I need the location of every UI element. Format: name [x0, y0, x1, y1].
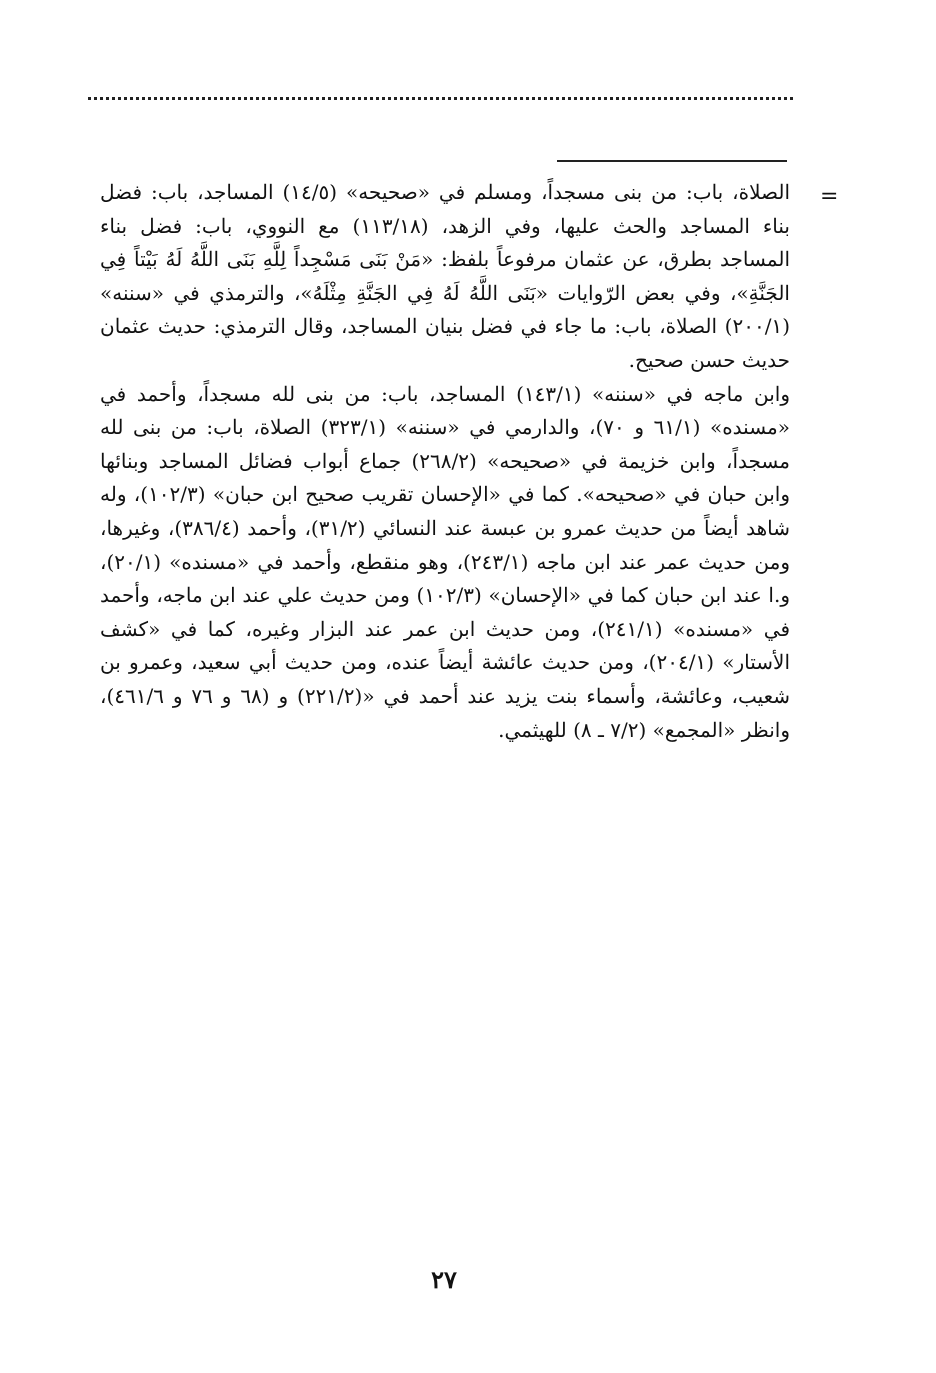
footnote-continuation-mark: = [820, 184, 839, 209]
footnote-separator-rule [557, 160, 787, 162]
footnote-paragraph-2: وابن ماجه في «سننه» (١٤٣/١) المساجد، باب: من بنى لله مسجداً، وأحمد في «مسنده» (٦١/١ و ٧٠)، والدارمي في «سننه» (٣٢٣/١) الصلاة، باب: من بنى لله مسجداً، وابن خزيمة في «صحيحه» (٢٦٨/٢) جماع أبواب فضائل المساجد وبنائها وابن حبان في «صحيحه». كما في «الإحسان تقريب صحيح ابن حبان» (١٠٢/٣)، وله شاهد أيضاً من حديث عمرو بن عبسة عند النسائي (٣١/٢)، وأحمد (٣٨٦/٤)، وغيرها، ومن حديث عمر عند ابن ماجه (٢٤٣/١)، وهو منقطع، وأحمد في «مسنده» (٢٠/١)، و.ا عند ابن حبان كما في «الإحسان» (١٠٢/٣) ومن حديث علي عند ابن ماجه، وأحمد في «مسنده» (٢٤١/١)، ومن حديث ابن عمر عند البزار وغيره، كما في «كشف الأستار» (٢٠٤/١)، ومن حديث عائشة أيضاً عنده، ومن حديث أبي سعيد، وعمرو بن شعيب، وعائشة، وأسماء بنت يزيد عند أحمد في «(٢٢١/٢) و (٦٨ و ٧٦ و ٤٦١/٦)، وانظر «المجمع» (٧/٢ ـ ٨) للهيثمي. [100, 381, 791, 742]
footnote-block [100, 176, 790, 747]
footnote-paragraph-1: الصلاة، باب: من بنى مسجداً، ومسلم في «صحيحه» (١٤/٥) المساجد، باب: فضل بناء المساجد والحث عليها، وفي الزهد، (١١٣/١٨) مع النووي، باب: فضل بناء المساجد بطرق، عن عثمان مرفوعاً بلفظ: «مَنْ بَنَى مَسْجِداً لِلَّهِ بَنَى اللَّهُ لَهُ بَيْتاً فِي الجَنَّةِ»، وفي بعض الرّوايات «بَنَى اللَّهُ لَهُ فِي الجَنَّةِ مِثْلَهُ»، والترمذي في «سننه» (٢٠٠/١) الصلاة، باب: ما جاء في فضل بنيان المساجد، وقال الترمذي: حديث عثمان حديث حسن صحيح. [100, 180, 791, 372]
header-dotted-rule [88, 97, 793, 100]
page-number: ٢٧ [431, 1265, 457, 1294]
